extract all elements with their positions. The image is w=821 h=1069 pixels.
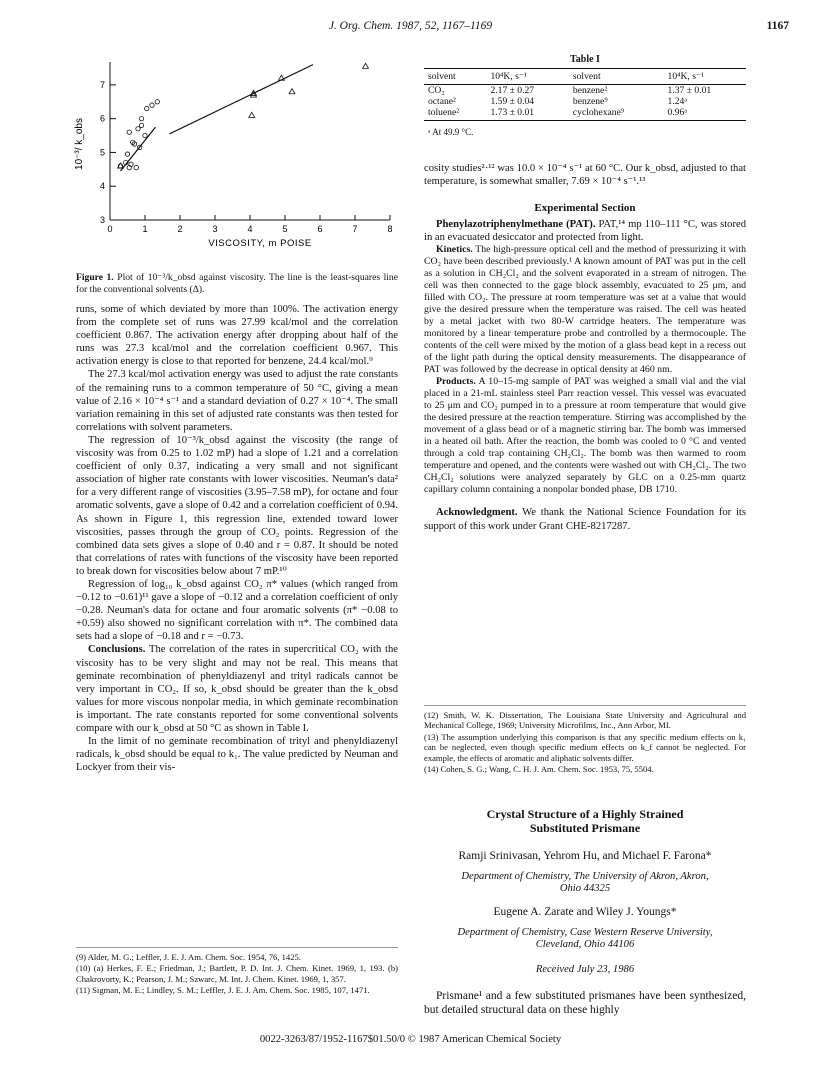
table-row xyxy=(424,96,746,107)
paragraph: The regression of 10⁻³/k_obsd against the viscosity (the range of viscosity was from 0.25 to 1.02 mP) had a slope of 1.21 and a correlation coefficient of only 0.37, indicating a very small and not significant association of higher rate constants with lower viscosities. Neuman's data² for a very different range of viscosities (3.95–7.58 mP), for octane and four aromatic solvents, gave a slope of 0.42 and a correlation coefficient of 0.94. As shown in Figure 1, this regression line, extended toward lower viscosities, passes through the group of CO₂ points. Regression of the combined data sets gives a slope of 0.40 and r = 0.87. It should be noted that correlations of rates with functions of the viscosity have been reported to break down for viscosities below about 7 mP.¹⁰ xyxy=(76,434,398,577)
paragraph: Regression of log₁₀ k_obsd against CO₂ π* values (which ranged from −0.12 to −0.61)¹¹ gave a slope of −0.12 and a correlation coefficient of only −0.28. Neuman's data for octane and four aromatic solvents (π* −0.08 to +0.59) also showed no significant correlation with π*. The combined data sets had a slope of −0.18 and r = −0.73. xyxy=(76,578,398,643)
cell: 1.24ᵃ xyxy=(667,96,687,107)
conclusions-paragraph xyxy=(76,643,398,735)
cell: benzene² xyxy=(572,85,608,96)
col-header: 10⁴K, s⁻¹ xyxy=(486,69,568,85)
cell: CO₂ xyxy=(428,85,445,96)
x-tick-label: 7 xyxy=(352,224,358,234)
cell: cyclohexane⁹ xyxy=(569,107,664,121)
footnote: (12) Smith, W. K. Dissertation, The Louisiana State University and Agricultural and Mechanical College, 1969; University Microfilms, Inc., Ann Arbor, MI. xyxy=(424,710,746,731)
paragraph xyxy=(424,244,746,376)
x-tick-label: 0 xyxy=(107,224,113,234)
data-point-triangle xyxy=(249,112,255,117)
right-footnotes xyxy=(424,705,746,775)
footnote: (11) Sigman, M. E.; Lindley, S. M.; Leffler, J. E. J. Am. Chem. Soc. 1985, 107, 1471. xyxy=(76,985,370,996)
footnote: (14) Cohen, S. G.; Wang, C. H. J. Am. Chem. Soc. 1953, 75, 5504. xyxy=(424,764,654,775)
x-tick-label: 8 xyxy=(387,224,393,234)
products-label: Products. xyxy=(436,376,476,388)
affiliation: Department of Chemistry, The University of Akron, Akron, xyxy=(461,871,709,882)
next-article xyxy=(424,807,746,1017)
y-axis-label: 10⁻³/ k_obs xyxy=(74,118,85,170)
table-footnote: ᵃ At 49.9 °C. xyxy=(428,127,474,137)
y-tick-label: 4 xyxy=(99,181,105,192)
cell: 1.37 ± 0.01 xyxy=(667,85,712,96)
cell: benzene⁹ xyxy=(572,96,608,107)
y-tick-label: 5 xyxy=(99,147,105,158)
col-header: solvent xyxy=(424,69,486,85)
y-tick-label: 3 xyxy=(99,215,105,225)
section-heading: Experimental Section xyxy=(534,202,636,215)
regression-line xyxy=(170,65,314,134)
paragraph: runs, some of which deviated by more than 100%. The activation energy from the complete set of runs was 27.99 kcal/mol and the correlation coefficient 0.867. The activation energy after dropping about half of the runs was 27.3 kcal/mol and the correlation coefficient 0.967. This activation energy is close to that reported for benzene, 24.4 kcal/mol.⁹ xyxy=(76,304,398,368)
ack-label: Acknowledgment. xyxy=(436,507,518,519)
ack-text: We thank the National Science Foundation for its support of this work under Grant CHE-8217287. xyxy=(424,507,746,532)
data-point-circle xyxy=(139,123,143,127)
figure-caption xyxy=(76,272,398,295)
authors: Eugene A. Zarate and Wiley J. Youngs* xyxy=(493,906,677,918)
affiliation: Department of Chemistry, Case Western Reserve University, xyxy=(457,927,713,938)
x-tick-label: 6 xyxy=(317,224,323,234)
data-point-circle xyxy=(143,133,147,137)
data-table xyxy=(424,68,746,121)
left-column xyxy=(76,303,398,774)
x-tick-label: 3 xyxy=(212,224,218,234)
cell: 1.59 ± 0.04 xyxy=(490,96,535,107)
data-point-circle xyxy=(136,127,140,131)
right-column xyxy=(424,162,746,533)
data-point-triangle xyxy=(289,89,295,94)
pat-label: Phenylazotriphenylmethane (PAT). xyxy=(436,219,596,231)
table-row xyxy=(424,107,746,121)
x-tick-label: 1 xyxy=(142,224,148,234)
conclusions-text: The correlation of the rates in supercritical CO₂ with the viscosity has to be very slight and may not be real. This means that geminate recombination of phenyldiazenyl and trityl radicals cannot be very important in CO₂. If so, k_obsd should be greater than the k_obsd values for more viscous nonpolar media, in which geminate recombination is important. The rate constants reported for some conventional solvents compare with our k_obsd at 50 °C as shown in Table I. xyxy=(76,644,398,734)
paragraph xyxy=(424,376,746,496)
pat-text: PAT,¹⁴ mp 110–111 °C, was stored in an evacuated desiccator and protected from light. xyxy=(424,219,746,244)
data-point-circle xyxy=(125,152,129,156)
x-tick-label: 5 xyxy=(282,224,288,234)
conclusions-label: Conclusions. xyxy=(88,644,146,656)
data-point-circle xyxy=(150,103,154,107)
cell: toluene² xyxy=(424,107,486,121)
paragraph xyxy=(424,218,746,244)
cell: 2.17 ± 0.27 xyxy=(490,85,535,96)
table-1 xyxy=(424,54,746,137)
figure-1 xyxy=(70,50,400,260)
col-header: solvent xyxy=(569,69,664,85)
y-tick-label: 7 xyxy=(99,79,105,90)
footnote: (10) (a) Herkes, F. E.; Friedman, J.; Bartlett, P. D. Int. J. Chem. Kinet. 1969, 1, 193. (b) Chakrovorty, K.; Pearson, J. M.; Szwarc, M. Int. J. Chem. Kinet. 1969, 1, 357. xyxy=(76,963,398,984)
article-title-line: Substituted Prismane xyxy=(529,821,641,835)
cell: 1.73 ± 0.01 xyxy=(486,107,568,121)
caption-text: Plot of 10⁻³/k_obsd against viscosity. The line is the least-squares line for the conventional solvents (Δ). xyxy=(76,272,398,295)
paragraph: cosity studies²·¹² was 10.0 × 10⁻⁴ s⁻¹ at 60 °C. Our k_obsd, adjusted to that temperature, is somewhat smaller, 7.69 × 10⁻⁴ s⁻¹.¹³ xyxy=(424,163,746,188)
table-row xyxy=(424,85,746,97)
viscosity-plot xyxy=(70,50,400,260)
table-title: Table I xyxy=(570,54,600,65)
x-tick-label: 2 xyxy=(177,224,183,234)
paragraph xyxy=(424,506,746,532)
paragraph: Prismane¹ and a few substituted prismanes have been synthesized, but detailed structural data on these highly xyxy=(424,990,746,1016)
affiliation: Ohio 44325 xyxy=(559,883,611,894)
paragraph: In the limit of no geminate recombination of trityl and phenyldiazenyl radicals, k_obsd should be equal to k₁. The value predicted by Neuman and Lockyer from their vis- xyxy=(76,736,398,774)
data-point-triangle xyxy=(363,63,369,68)
caption-label: Figure 1. xyxy=(76,272,114,283)
products-text: A 10–15-mg sample of PAT was weighed a small vial and the vial placed in a 21-mL stainless steel Parr reaction vessel. This vessel was evacuated to 25 μm and CO₂ pumped in to a pressure at room temperature that would give the desired pressure at the reaction temperature. Stirring was accomplished by the movement of a glass bead or of a magnetic stirring bar. The bomb was immersed in a heated oil bath. After the reaction, the bomb was cooled to 0 °C and vented through a cold trap containing CH₂Cl₂. The bomb was then warmed to room temperature and opened, and the contents were washed out with CH₂Cl₂. The two CH₂Cl₂ solutions were analyzed separately by GLC on a 0.25-mm quartz capillary column containing a nonpolar bonded phase, DB 1710. xyxy=(424,376,746,496)
kinetics-text: The high-pressure optical cell and the method of pressurizing it with CO₂ have been described previously.¹ A known amount of PAT was put in the cell as a solution in CH₂Cl₂ and the solvent evaporated in a stream of nitrogen. The cell was then connected to the gage block assembly, evacuated to 25 μm, and filled with CO₂. The pressure at room temperature was set at a value that would give the desired pressure when the temperature was raised. The cell was heated by a metal jacket with two 80-W cartridge heaters. The temperature was monitored by a linear temperature probe and controlled by a thermocouple. The contents of the cell were mixed by the motion of a glass bead kept in a recess out of the light path during the optical density measurements. The disappearance of PAT was followed by the decrease in optical density at 460 nm. xyxy=(424,244,746,376)
y-tick-label: 6 xyxy=(99,113,105,124)
col-header: 10⁴K, s⁻¹ xyxy=(664,69,746,85)
cell: octane² xyxy=(428,96,456,107)
page-footer: 0022-3263/87/1952-1167$01.50/0 © 1987 American Chemical Society xyxy=(259,1034,562,1045)
data-point-circle xyxy=(155,100,159,104)
running-head: J. Org. Chem. 1987, 52, 1167–1169 xyxy=(328,20,493,32)
left-footnotes xyxy=(76,947,398,997)
data-point-circle xyxy=(145,106,149,110)
authors: Ramji Srinivasan, Yehrom Hu, and Michael F. Farona* xyxy=(458,850,712,862)
x-tick-label: 4 xyxy=(247,224,253,234)
page-number: 1167 xyxy=(766,20,789,32)
footnote: (13) The assumption underlying this comparison is that any specific medium effects on k₁ can be neglected, even though specific medium effects on k_f cannot be neglected. For example, the effects of aromatic and aliphatic solvents differ. xyxy=(424,731,746,763)
kinetics-label: Kinetics. xyxy=(436,244,473,256)
received-date: Received July 23, 1986 xyxy=(535,964,635,975)
paragraph: The 27.3 kcal/mol activation energy was used to adjust the rate constants of the remaining runs to a common temperature of 50 °C, giving a mean value of 2.16 × 10⁻⁴ s⁻¹ and a standard deviation of 0.27 × 10⁻⁴. The small variation remaining in this set of adjusted rate constants was then tested for correlations with solvent parameters. xyxy=(76,369,398,433)
x-axis-label: VISCOSITY, m POISE xyxy=(208,238,312,249)
data-point-circle xyxy=(134,165,138,169)
affiliation: Cleveland, Ohio 44106 xyxy=(535,939,635,950)
cell: 0.96ᵃ xyxy=(664,107,746,121)
footnote: (9) Alder, M. G.; Leffler, J. E. J. Am. Chem. Soc. 1954, 76, 1425. xyxy=(76,952,301,962)
data-point-circle xyxy=(127,130,131,134)
data-point-circle xyxy=(139,116,143,120)
article-title-line: Crystal Structure of a Highly Strained xyxy=(486,807,684,821)
